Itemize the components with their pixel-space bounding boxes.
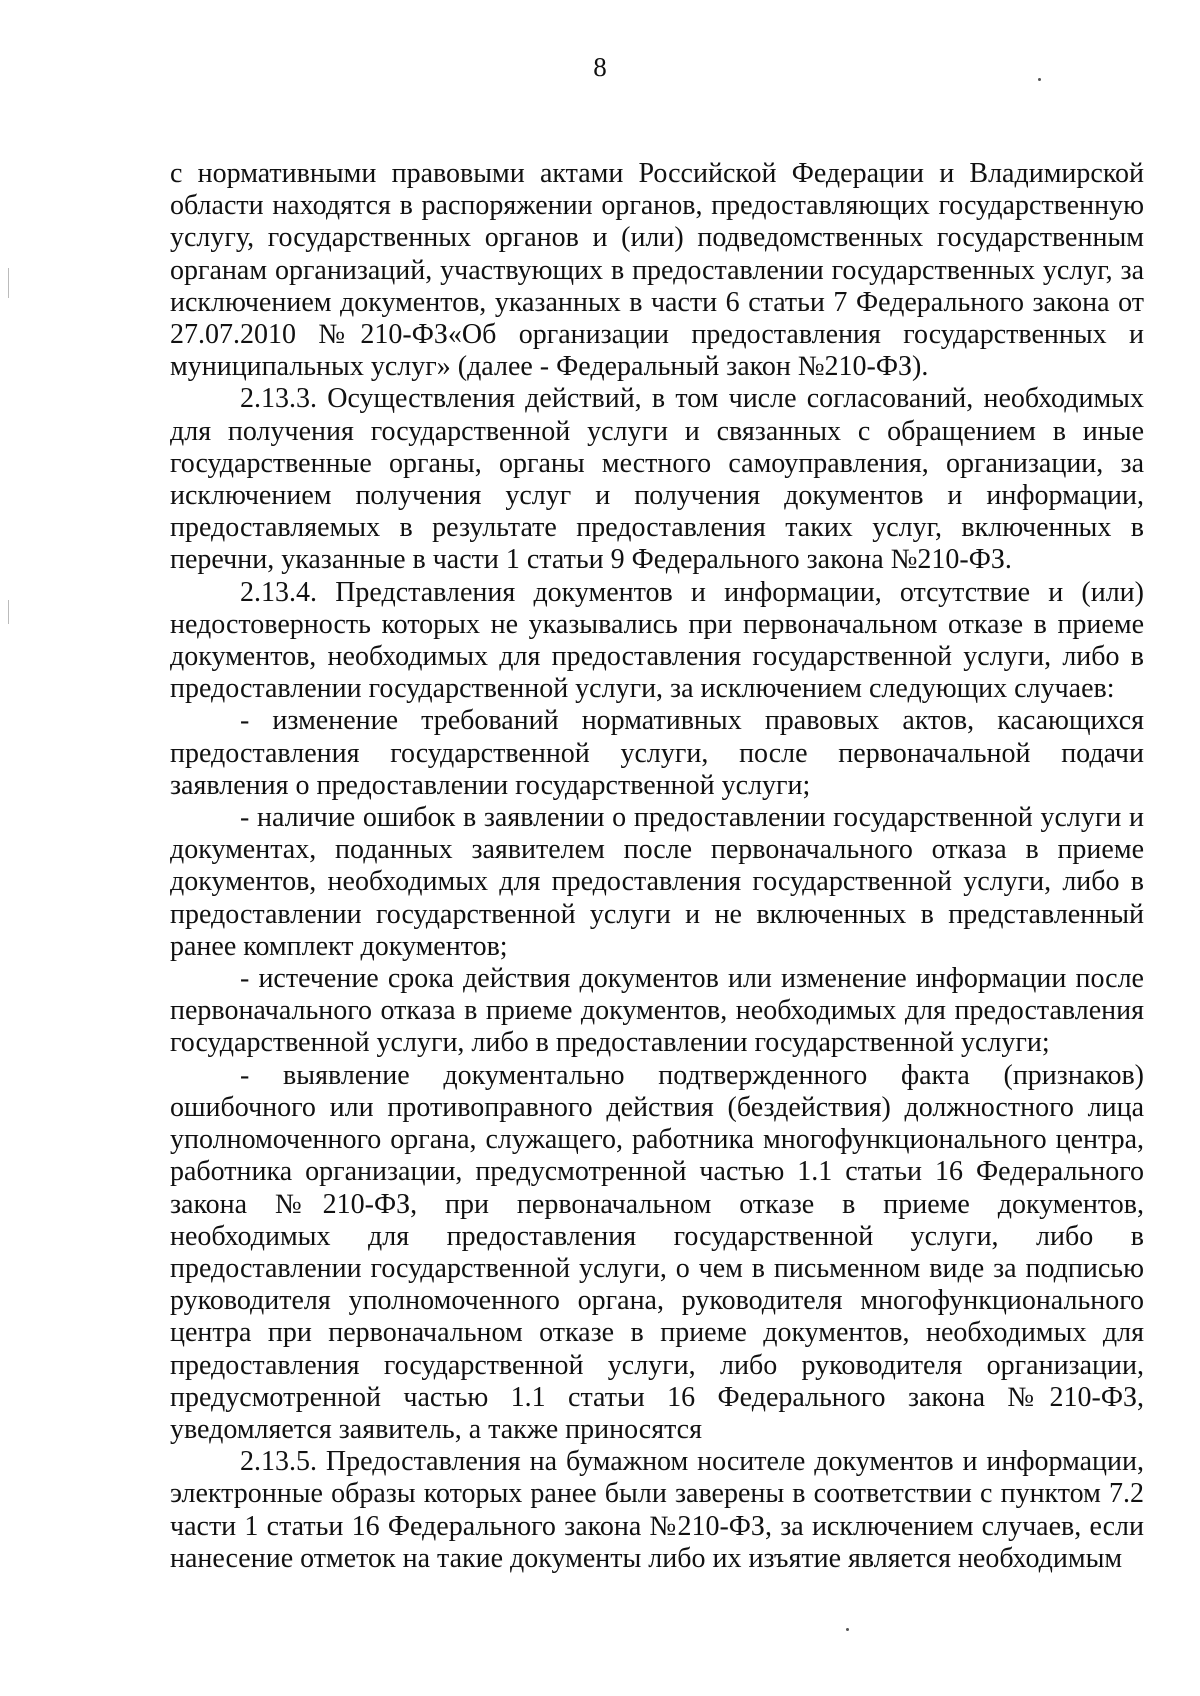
list-item-erroneous-action: - выявление документально подтвержденного факта (признаков) ошибочного или противоправного действия (бездействия) должностного лица уполномоченного органа, служащего, работника многофункционального центра, работника организации, предусмотренной частью 1.1 статьи 16 Федерального закона №210-ФЗ, при первоначальном отказе в приеме документов, необходимых для предоставления государственной услуги, либо в предоставлении государственной услуги, о чем в письменном виде за подписью руководителя уполномоченного органа, руководителя многофункционального центра при первоначальном отказе в приеме документов, необходимых для предоставления государственной услуги, либо руководителя организации, предусмотренной частью 1.1 статьи 16 Федерального закона №210-ФЗ, уведомляется заявитель, а также приносятся <box>170 1059 1144 1445</box>
scan-margin-mark <box>8 268 9 298</box>
scan-speck <box>1038 78 1041 81</box>
paragraph-2-13-3: 2.13.3. Осуществления действий, в том числе согласований, необходимых для получения государственной услуги и связанных с обращением в иные государственные органы, органы местного самоуправления, организации, за исключением получения услуг и получения документов и информации, предоставляемых в результате предоставления таких услуг, включенных в перечни, указанные в части 1 статьи 9 Федерального закона №210-ФЗ. <box>170 383 1144 576</box>
paragraph-continuation: с нормативными правовыми актами Российской Федерации и Владимирской области находятся в распоряжении органов, предоставляющих государственную услугу, государственных органов и (или) подведомственных государственным органам организаций, участвующих в предоставлении государственных услуг, за исключением документов, указанных в части 6 статьи 7 Федерального закона от 27.07.2010 №210-ФЗ«Об организации предоставления государственных и муниципальных услуг» (далее - Федеральный закон №210-ФЗ). <box>170 158 1144 383</box>
page-number: 8 <box>593 52 607 82</box>
scan-speck <box>846 1628 849 1631</box>
paragraph-2-13-4: 2.13.4. Представления документов и информации, отсутствие и (или) недостоверность которых не указывались при первоначальном отказе в приеме документов, необходимых для предоставления государственной услуги, либо в предоставлении государственной услуги, за исключением следующих случаев: <box>170 576 1144 705</box>
scan-margin-mark <box>8 600 9 624</box>
paragraph-2-13-5: 2.13.5. Предоставления на бумажном носителе документов и информации, электронные образы которых ранее были заверены в соответствии с пунктом 7.2 части 1 статьи 16 Федерального закона №210-ФЗ, за исключением случаев, если нанесение отметок на такие документы либо их изъятие является необходимым <box>170 1446 1144 1574</box>
list-item-requirements-change: - изменение требований нормативных правовых актов, касающихся предоставления государственной услуги, после первоначальной подачи заявления о предоставлении государственной услуги; <box>170 705 1144 801</box>
document-body <box>170 158 1144 1575</box>
list-item-document-expiry: - истечение срока действия документов или изменение информации после первоначального отказа в приеме документов, необходимых для предоставления государственной услуги, либо в предоставлении государственной услуги; <box>170 963 1144 1059</box>
list-item-application-errors: - наличие ошибок в заявлении о предоставлении государственной услуги и документах, поданных заявителем после первоначального отказа в приеме документов, необходимых для предоставления государственной услуги, либо в предоставлении государственной услуги и не включенных в представленный ранее комплект документов; <box>170 802 1144 962</box>
